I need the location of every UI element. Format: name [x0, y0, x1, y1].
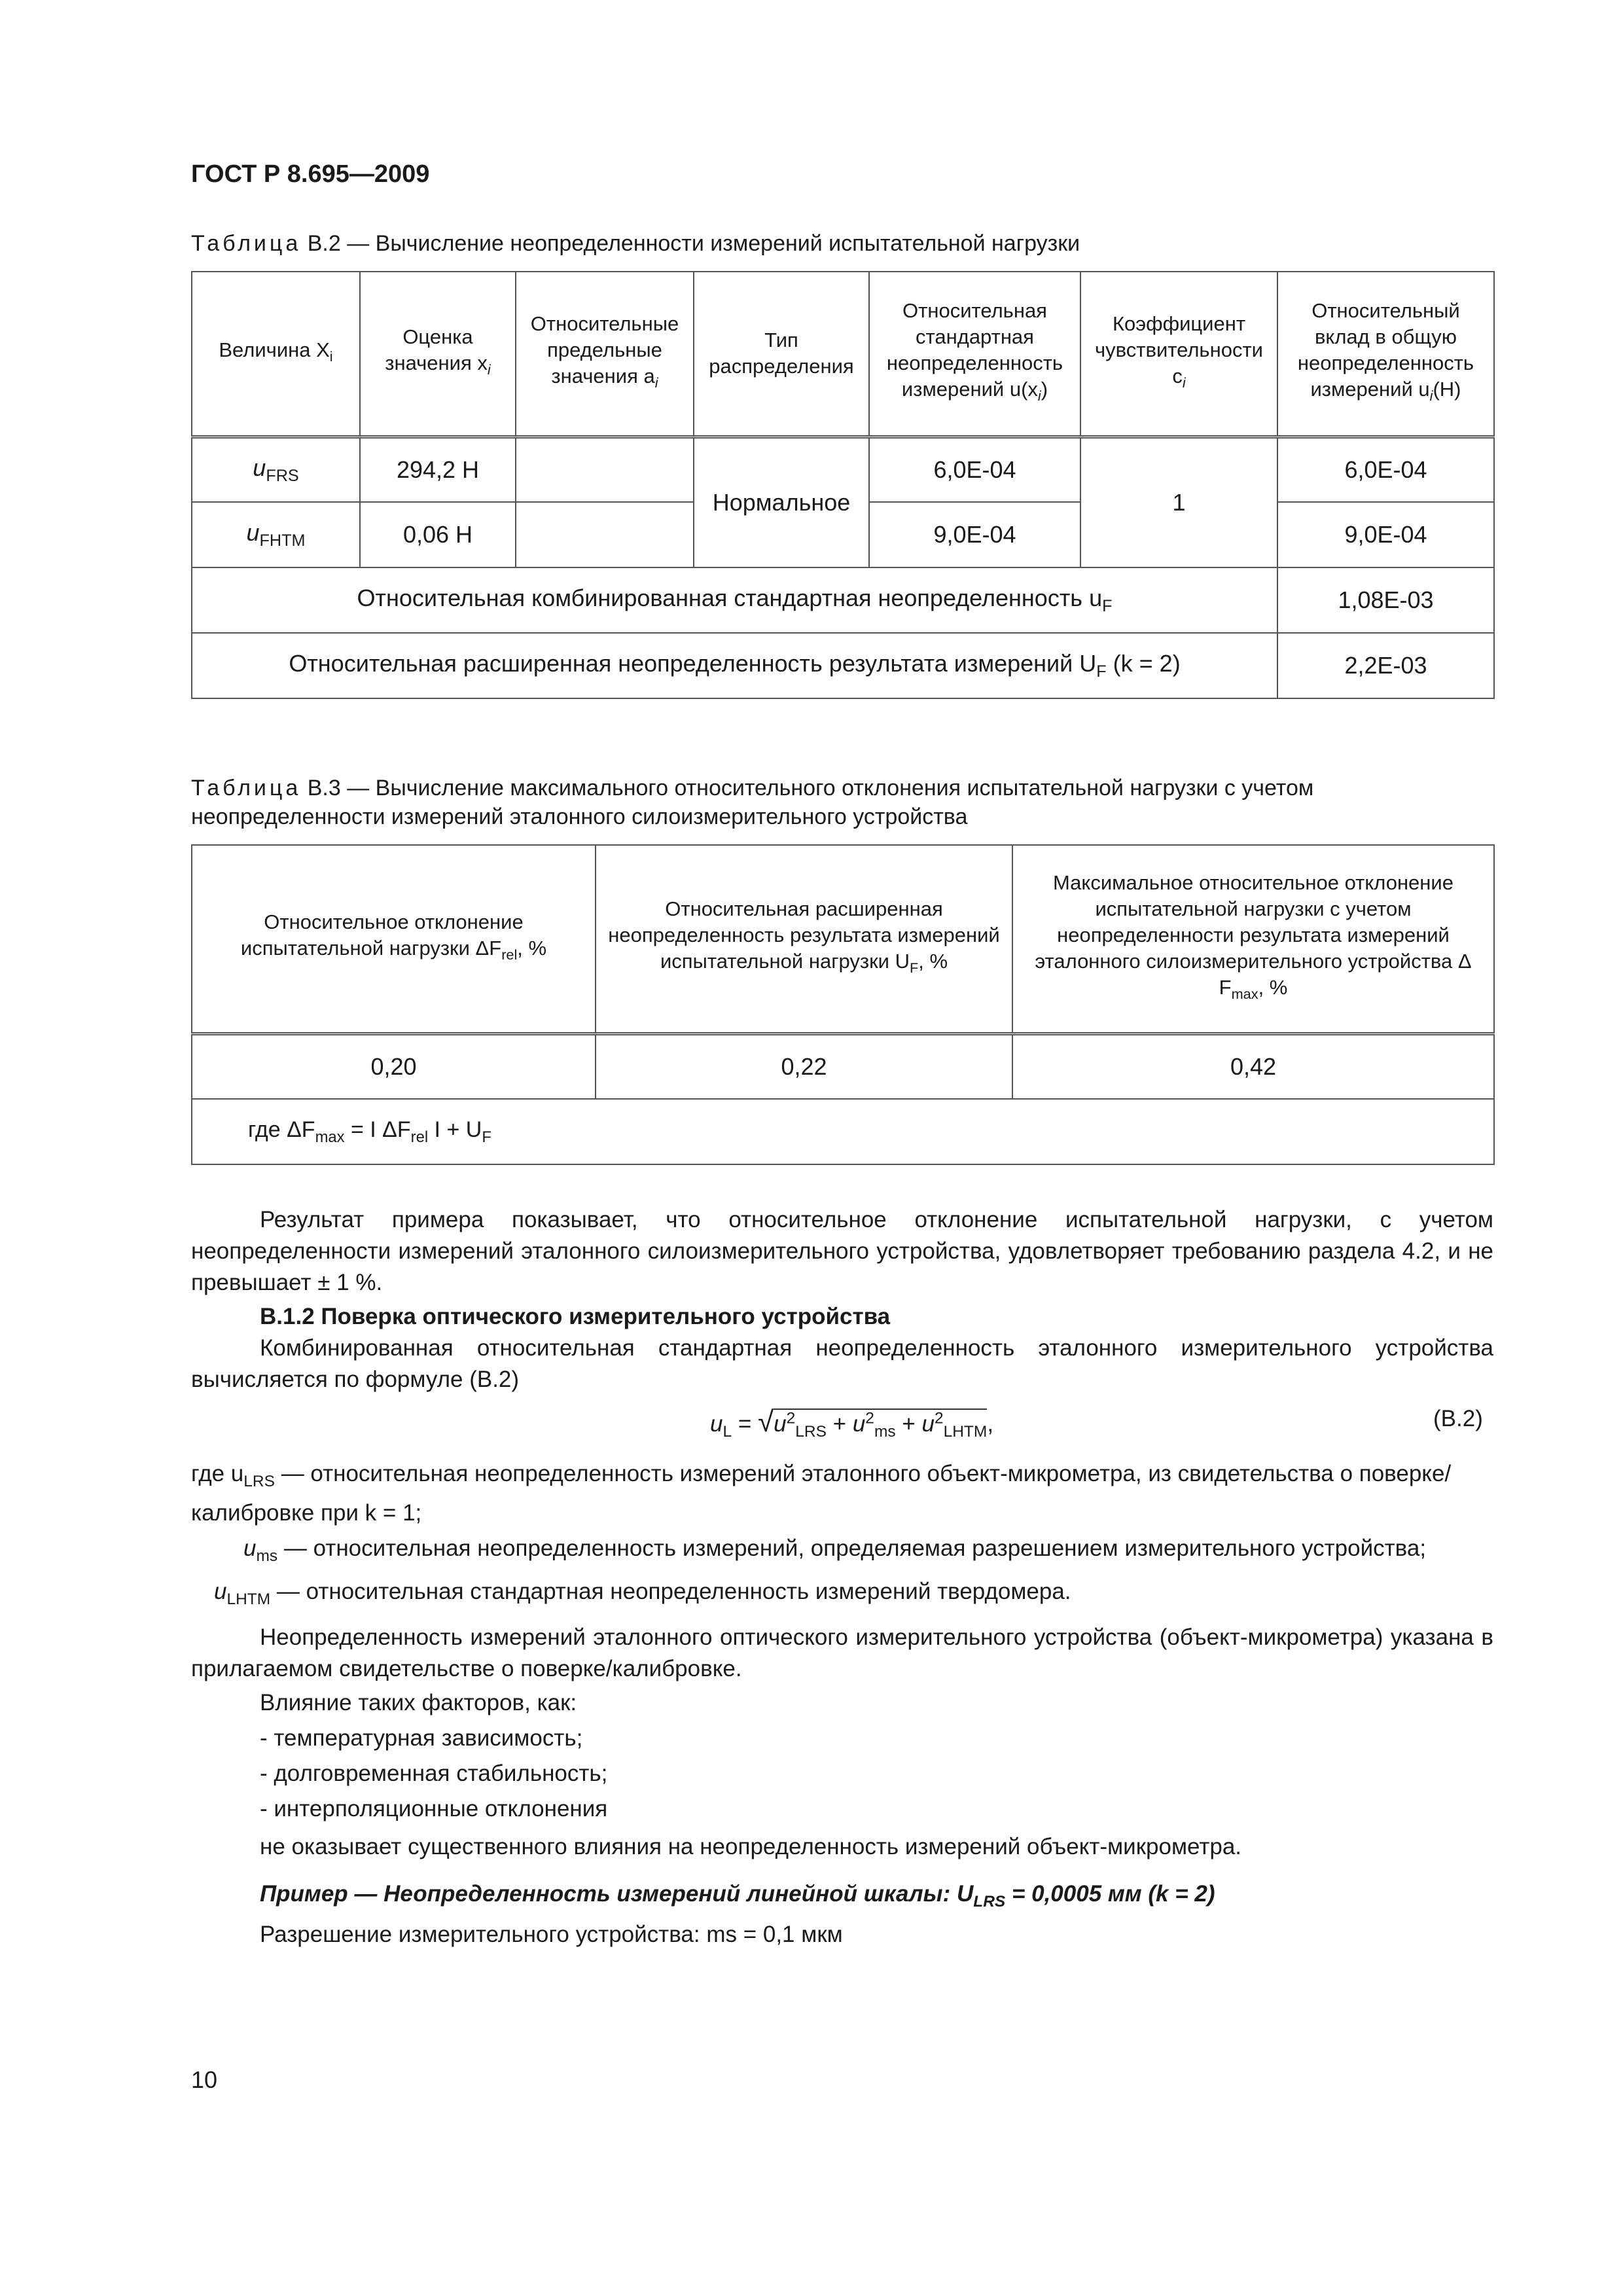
formula-b2: $u_L = √u^2_{LRS} + u^2_{ms} + u^2_{LHTM}$,: [710, 1406, 994, 1441]
table-b3-note: где $\Delta F_{max} = I$ $\Delta F_{rel}$ $I + U_F$: [192, 1099, 1494, 1164]
table-b2-header-quantity: Величина $X_i$: [192, 272, 360, 437]
table-b2-header-estimate: Оценка значения $x_i$: [360, 272, 516, 437]
table-cell-sensitivity: 1: [1080, 437, 1277, 567]
table-b3: [191, 844, 1495, 1165]
table-cell-expanded: 0,22: [596, 1033, 1012, 1099]
combined-uncertainty-value: 1,08E-03: [1277, 567, 1494, 633]
table-b2-caption: [191, 229, 1493, 258]
table-b2-caption-label: Таблица: [191, 231, 302, 256]
table-b2-header-distribution: Тип распределения: [694, 272, 869, 437]
table-b3-header-expanded: Относительная расширенная неопределенность результата измерений испытательной нагрузки $U_F$, %: [596, 845, 1012, 1033]
table-b2-header-std-uncertainty: Относительная стандартная неопределенность измерений $u(x_i)$: [869, 272, 1080, 437]
table-cell-estimate: 0,06 Н: [360, 502, 516, 567]
table-cell-limits: [516, 437, 694, 502]
list-item: - долговременная стабильность;: [260, 1761, 608, 1786]
definition-item: $u_{LHTM}$ — относительная стандартная неопределенность измерений твердомера.: [214, 1579, 1071, 1608]
table-b3-header-row: [192, 845, 1494, 1033]
table-b2-header-row: [192, 272, 1494, 437]
table-b2: [191, 271, 1495, 699]
table-b2-header-sensitivity: Коэффициент чувствительности $c_i$: [1080, 272, 1277, 437]
influence-list: [260, 1723, 1493, 1825]
table-row-combined: [192, 567, 1494, 633]
document-header: ГОСТ Р 8.695—2009: [191, 160, 430, 188]
table-cell-std-uncertainty: 9,0E-04: [869, 502, 1080, 567]
certificate-paragraph: Неопределенность измерений эталонного оптического измерительного устройства (объект-микрометра) указана в прилагаемом свидетельстве о поверке/калибровке.: [191, 1624, 1493, 1681]
section-title: В.1.2 Поверка оптического измерительного устройства: [260, 1304, 891, 1329]
table-cell-deviation: 0,20: [192, 1033, 596, 1099]
list-item: - температурная зависимость;: [260, 1725, 583, 1751]
table-row: [192, 1033, 1494, 1099]
table-b2-header-limits: Относительные предельные значения $a_i$: [516, 272, 694, 437]
list-item: - интерполяционные отклонения: [260, 1796, 608, 1821]
expanded-uncertainty-value: 2,2E-03: [1277, 633, 1494, 698]
table-cell-contribution: 6,0E-04: [1277, 437, 1494, 502]
table-row-expanded: [192, 633, 1494, 698]
table-cell-quantity: $u_{FRS}$: [192, 437, 360, 502]
table-b2-header-contribution: Относительный вклад в общую неопределенность измерений $u_i(H)$: [1277, 272, 1494, 437]
table-b3-caption-text: В.3 — Вычисление максимального относительного отклонения испытательной нагрузки с учетом неопределенности измерений эталонного силоизмерительного устройства: [191, 776, 1314, 829]
table-b3-header-deviation: Относительное отклонение испытательной нагрузки $\Delta F_{rel}$, %: [192, 845, 596, 1033]
table-b2-caption-text: В.2 — Вычисление неопределенности измерений испытательной нагрузки: [301, 231, 1080, 256]
table-b3-header-max-deviation: Максимальное относительное отклонение испытательной нагрузки с учетом неопределенности результата измерений эталонного силоизмерительного устройства Δ $F_{max}$, %: [1012, 845, 1494, 1033]
influence-paragraph: Влияние таких факторов, как:: [260, 1690, 577, 1715]
definition-item: где $u_{LRS}$ — относительная неопределенность измерений эталонного объект-микрометра, из свидетельства о поверке/калибровке при k = 1;: [191, 1461, 1452, 1526]
table-cell-distribution: Нормальное: [694, 437, 869, 567]
result-paragraph: Результат примера показывает, что относительное отклонение испытательной нагрузки, с учетом неопределенности измерений эталонного силоизмерительного устройства, удовлетворяет требованию раздела 4.2, и не превышает ± 1 %.: [191, 1207, 1493, 1295]
table-cell-estimate: 294,2 Н: [360, 437, 516, 502]
influence-conclusion: не оказывает существенного влияния на неопределенность измерений объект-микрометра.: [260, 1834, 1242, 1859]
table-cell-max-deviation: 0,42: [1012, 1033, 1494, 1099]
table-b3-caption-label: Таблица: [191, 776, 302, 800]
table-row: [192, 437, 1494, 502]
table-cell-std-uncertainty: 6,0E-04: [869, 437, 1080, 502]
resolution-line: Разрешение измерительного устройства: ms = 0,1 мкм: [260, 1922, 843, 1947]
equation-number: (В.2): [1433, 1406, 1483, 1431]
formula-intro-paragraph: Комбинированная относительная стандартная неопределенность эталонного измерительного устройства вычисляется по формуле (В.2): [191, 1335, 1493, 1392]
table-cell-quantity: $u_{FHTM}$: [192, 502, 360, 567]
definition-item: $u_{ms}$ — относительная неопределенность измерений, определяемая разрешением измерительного устройства;: [243, 1535, 1427, 1565]
expanded-uncertainty-label: Относительная расширенная неопределенность результата измерений $U_F$ (k = 2): [192, 633, 1277, 698]
definitions-list: [191, 1458, 1493, 1615]
table-b3-caption: [191, 774, 1493, 831]
combined-uncertainty-label: Относительная комбинированная стандартная неопределенность $u_F$: [192, 567, 1277, 633]
table-cell-contribution: 9,0E-04: [1277, 502, 1494, 567]
table-row-note: [192, 1099, 1494, 1164]
example-line: Пример — Неопределенность измерений линейной шкалы: $U_{LRS} = 0,0005$ мм (k = 2): [260, 1881, 1215, 1910]
page-number: 10: [191, 2066, 218, 2093]
table-cell-limits: [516, 502, 694, 567]
